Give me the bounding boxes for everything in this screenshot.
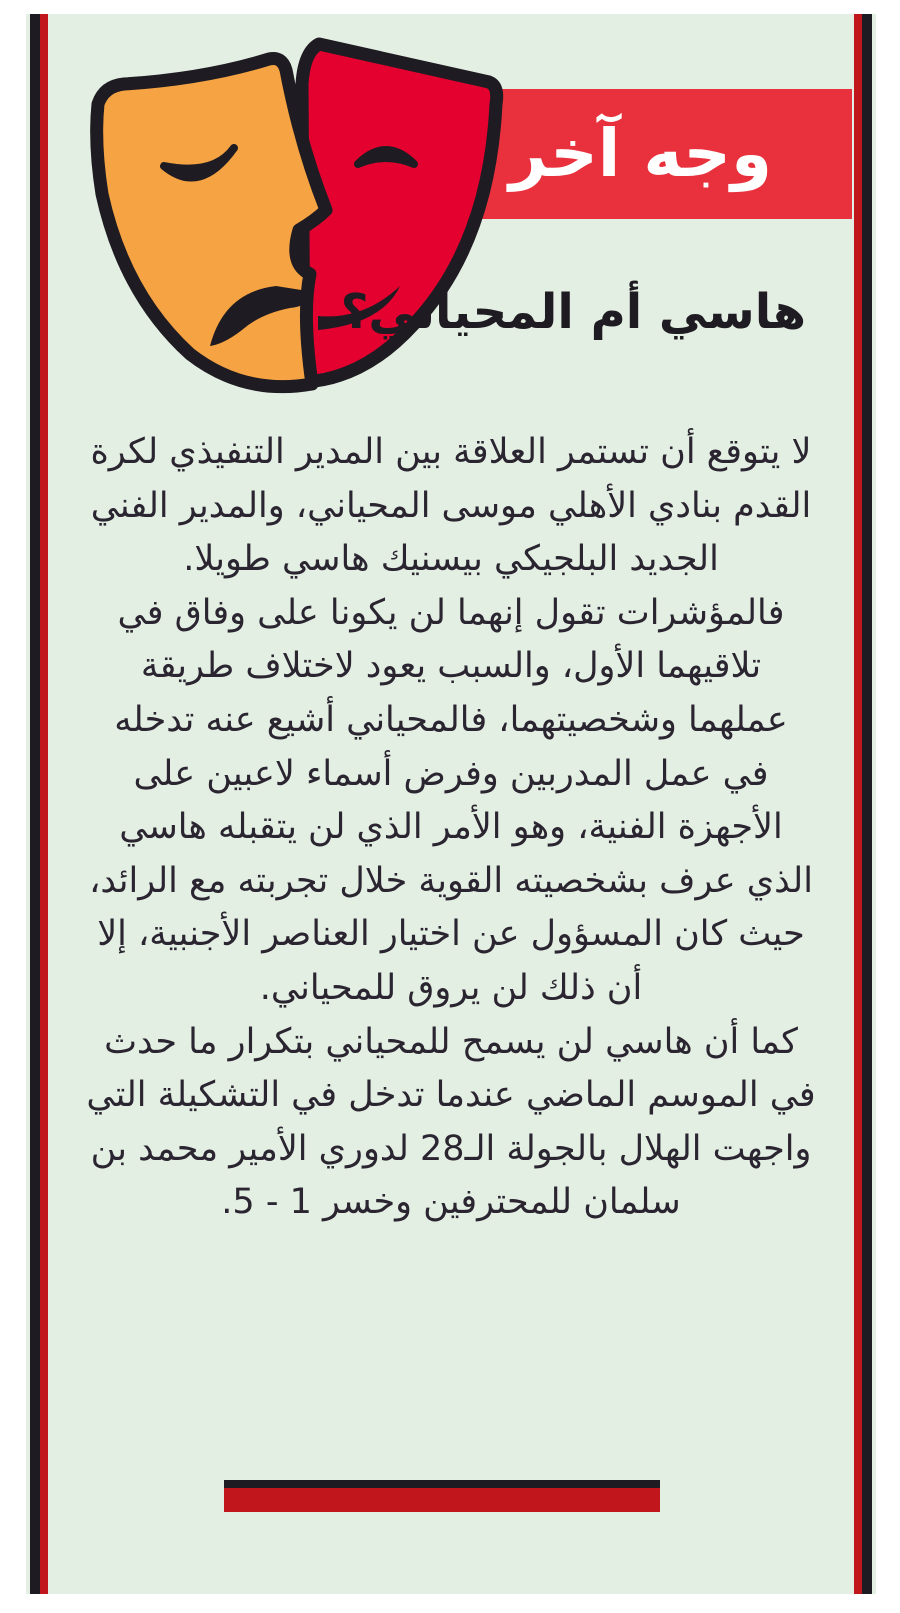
- headline: هاسي أم المحياني؟: [340, 284, 806, 340]
- paragraph: فالمؤشرات تقول إنهما لن يكونا على وفاق في تلاقيهما الأول، والسبب يعود لاختلاف طريقة عملهما وشخصيتهما، فالمحياني أشيع عنه تدخله في عمل المدربين وفرض أسماء لاعبين على الأجهزة الفنية، وهو الأمر الذي لن يتقبله هاسي الذي عرف بشخصيته القوية خلال تجربته مع الرائد، حيث كان المسؤول عن اختيار العناصر الأجنبية، إلا أن ذلك لن يروق للمحياني.: [89, 592, 813, 1008]
- red-mask-eye: [358, 150, 414, 164]
- section-label: وجه آخر: [509, 115, 772, 192]
- article-card: [26, 14, 876, 1594]
- right-red-stripe: [854, 14, 862, 1594]
- footer-bar-red: [224, 1488, 660, 1512]
- paragraph: لا يتوقع أن تستمر العلاقة بين المدير التنفيذي لكرة القدم بنادي الأهلي موسى المحياني، والمدير الفني الجديد البلجيكي بيسنيك هاسي طويلا.: [90, 432, 812, 580]
- left-dark-stripe: [30, 14, 40, 1594]
- footer-bar-dark: [224, 1480, 660, 1488]
- footer-bar: [224, 1480, 660, 1512]
- right-dark-stripe: [862, 14, 872, 1594]
- paragraph: كما أن هاسي لن يسمح للمحياني بتكرار ما حدث في الموسم الماضي عندما تدخل في التشكيلة التي واجهت الهلال بالجولة الـ28 لدوري الأمير محمد بن سلمان للمحترفين وخسر 1 - 5.: [86, 1021, 816, 1223]
- section-banner: [456, 89, 852, 219]
- theatre-masks-icon: [64, 24, 504, 404]
- article-body: [86, 426, 816, 1230]
- left-red-stripe: [40, 14, 48, 1594]
- orange-mask: [97, 58, 326, 386]
